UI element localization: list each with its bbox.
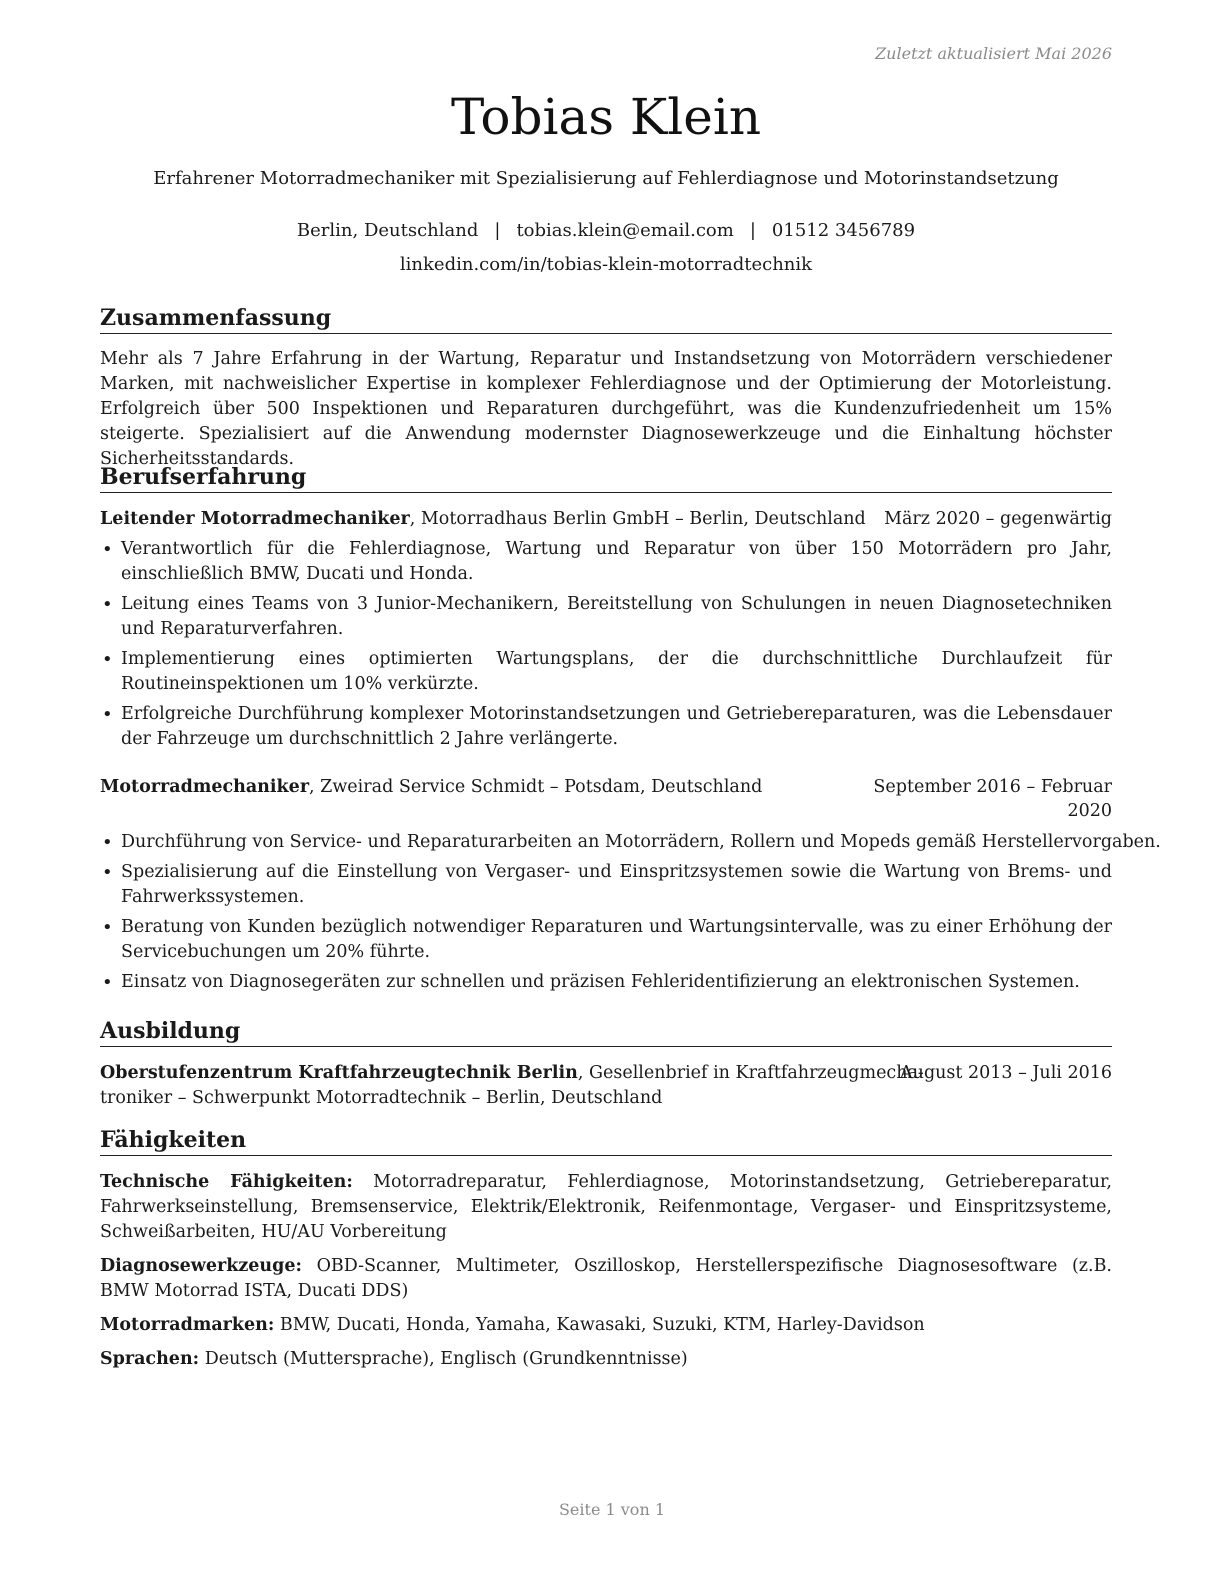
separator: |	[749, 220, 756, 241]
summary-text: Mehr als 7 Jahre Erfahrung in der Wartung, Reparatur und Instandsetzung von Motorrädern verschiedener Marken, mit nachweislicher Expertise in komplexer Fehlerdiagnose und der Optimierung der Motorleistung. Erfolgreich über 500 Inspektionen und Reparaturen durchgeführt, was die Kundenzufriedenheit um 15% steigerte. Spezialisiert auf die Anwendung modernster Diagnosewerkzeuge und die Einhaltung höchster Sicherheitsstandards.	[100, 349, 1112, 469]
job-header	[100, 775, 1112, 823]
job-company: , Motorradhaus Berlin GmbH – Berlin, Deutschland	[409, 509, 866, 529]
job-bullets	[100, 830, 1161, 1000]
section-title-education: Ausbildung	[100, 1017, 1112, 1047]
skill-value: Motorradreparatur, Fehlerdiagnose, Motorinstandsetzung, Getriebereparatur, Fahrwerkseinstellung, Bremsenservice, Elektrik/Elektronik, Reifenmontage, Vergaser- und Einspritzsysteme, Schweißarbeiten, HU/AU Vorbereitung	[100, 1172, 1112, 1242]
separator: |	[494, 220, 501, 241]
candidate-name: Tobias Klein	[450, 88, 762, 146]
list-item: • Beratung von Kunden bezüglich notwendiger Reparaturen und Wartungsintervalle, was zu einer Erhöhung der Servicebuchungen um 20% führte.	[100, 915, 1112, 965]
skill-value: BMW, Ducati, Honda, Yamaha, Kawasaki, Suzuki, KTM, Harley-Davidson	[279, 1315, 925, 1335]
list-item: • Spezialisierung auf die Einstellung von Vergaser- und Einspritzsystemen sowie die Wartung von Brems- und Fahrwerkssystemen.	[100, 860, 1112, 910]
job-dates: September 2016 – Februar 2020	[873, 777, 1112, 821]
job-role: Motorradmechaniker	[100, 777, 310, 797]
last-updated-note: Zuletzt aktualisiert Mai 2026	[875, 44, 1112, 63]
linkedin-link[interactable]: linkedin.com/in/tobias-klein-motorradtechnik	[399, 254, 813, 275]
phone-number[interactable]: 01512 3456789	[771, 220, 916, 241]
job-company: , Zweirad Service Schmidt – Potsdam, Deutschland	[309, 777, 763, 797]
degree-detail: troniker – Schwerpunkt Motorradtechnik – Berlin, Deutschland	[100, 1088, 663, 1108]
school-name: Oberstufenzentrum Kraftfahrzeugtechnik Berlin	[100, 1063, 578, 1083]
skill-row	[100, 1347, 1112, 1372]
list-item: • Erfolgreiche Durchführung komplexer Motorinstandsetzungen und Getriebereparaturen, was die Lebensdauer der Fahrzeuge um durchschnittlich 2 Jahre verlängerte.	[100, 702, 1112, 752]
skill-label: Motorradmarken:	[100, 1315, 275, 1335]
skill-row	[100, 1313, 1112, 1338]
job-header	[100, 507, 1112, 531]
education-dates: August 2013 – Juli 2016	[900, 1063, 1112, 1083]
job-bullets	[100, 537, 1112, 757]
skill-label: Diagnosewerkzeuge:	[100, 1256, 302, 1276]
education-entry	[100, 1061, 1112, 1111]
location: Berlin, Deutschland	[296, 220, 479, 241]
degree: , Gesellenbrief in Kraftfahrzeugmecha-	[577, 1063, 924, 1083]
list-item: • Verantwortlich für die Fehlerdiagnose, Wartung und Reparatur von über 150 Motorrädern pro Jahr, einschließlich BMW, Ducati und Honda.	[100, 537, 1112, 587]
section-title-experience: Berufserfahrung	[100, 463, 1112, 493]
list-item: • Durchführung von Service- und Reparaturarbeiten an Motorrädern, Rollern und Mopeds gemäß Herstellervorgaben.	[100, 830, 1112, 855]
candidate-tagline: Erfahrener Motorradmechaniker mit Spezialisierung auf Fehlerdiagnose und Motorinstandsetzung	[153, 168, 1059, 189]
skill-value: Deutsch (Muttersprache), Englisch (Grundkenntnisse)	[204, 1349, 688, 1369]
skill-row	[100, 1170, 1112, 1245]
job-role: Leitender Motorradmechaniker	[100, 509, 410, 529]
skill-row	[100, 1254, 1112, 1304]
email-link[interactable]: tobias.klein@email.com	[516, 220, 734, 241]
skill-label: Technische Fähigkeiten:	[100, 1172, 353, 1192]
job-dates: März 2020 – gegenwärtig	[884, 509, 1112, 529]
skill-value: OBD-Scanner, Multimeter, Oszilloskop, Herstellerspezifische Diagnosesoftware (z.B. BMW Motorrad ISTA, Ducati DDS)	[100, 1256, 1112, 1301]
list-item: • Implementierung eines optimierten Wartungsplans, der die durchschnittliche Durchlaufzeit für Routineinspektionen um 10% verkürzte.	[100, 647, 1112, 697]
list-item: • Leitung eines Teams von 3 Junior-Mechanikern, Bereitstellung von Schulungen in neuen Diagnosetechniken und Reparaturverfahren.	[100, 592, 1112, 642]
list-item: • Einsatz von Diagnosegeräten zur schnellen und präzisen Fehleridentifizierung an elektronischen Systemen.	[100, 970, 1112, 995]
skill-label: Sprachen:	[100, 1349, 200, 1369]
contact-info	[100, 219, 1112, 243]
section-title-summary: Zusammenfassung	[100, 304, 1112, 334]
page-number: Seite 1 von 1	[558, 1500, 666, 1519]
section-title-skills: Fähigkeiten	[100, 1126, 1112, 1156]
